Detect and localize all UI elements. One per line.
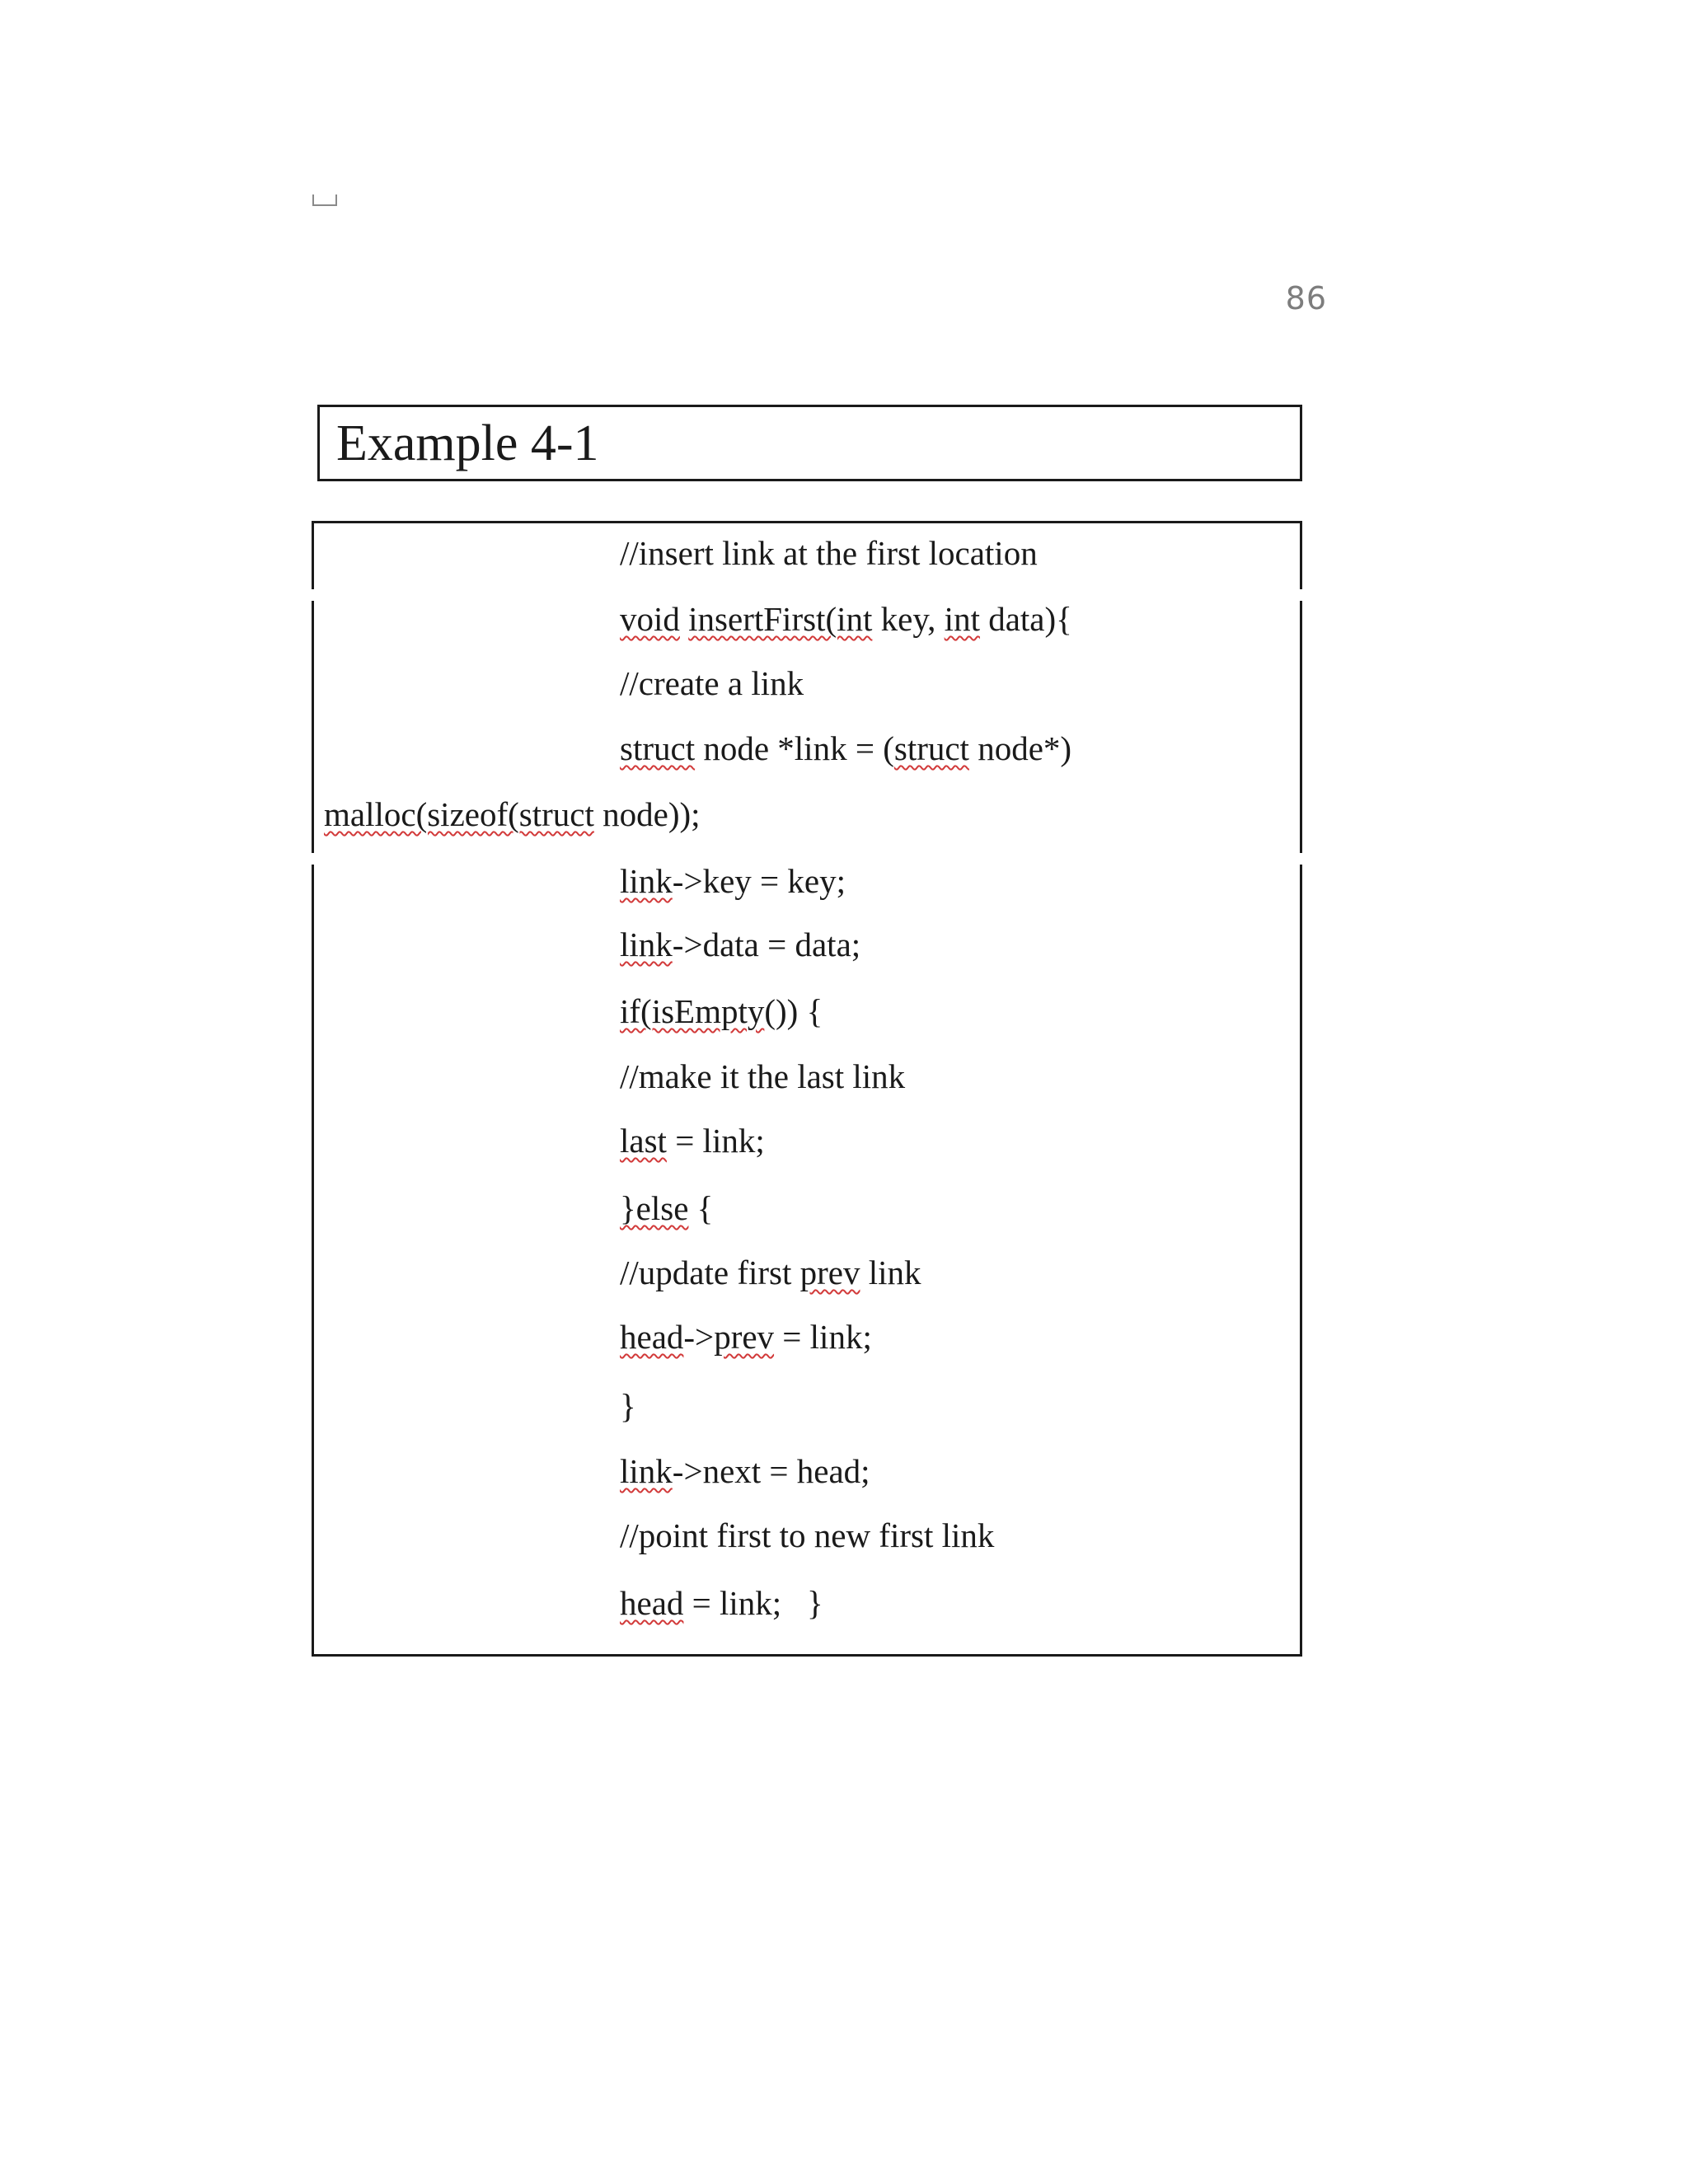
spellcheck-flagged-token: head — [620, 1584, 684, 1622]
code-token: = link; — [666, 1122, 765, 1160]
code-token: ->key = key; — [672, 862, 846, 900]
code-line — [620, 1251, 921, 1294]
code-token: link — [860, 1254, 921, 1291]
code-token: node*) — [968, 729, 1072, 767]
code-line — [620, 860, 846, 902]
code-token: ->data = data; — [672, 926, 861, 963]
code-token: = link; — [774, 1318, 872, 1356]
code-line — [620, 598, 1072, 640]
code-line — [620, 1582, 823, 1624]
spellcheck-flagged-token: malloc(sizeof(struct — [324, 795, 594, 833]
spellcheck-flagged-token: prev — [799, 1254, 860, 1291]
code-token: -> — [683, 1318, 715, 1356]
spellcheck-flagged-token: insertFirst(int — [688, 600, 873, 638]
spellcheck-flagged-token: }else — [620, 1189, 689, 1227]
code-token: //make it the last link — [620, 1057, 906, 1095]
spellcheck-flagged-token: link — [620, 862, 673, 900]
code-line — [620, 1055, 905, 1098]
example-title-box — [317, 405, 1302, 481]
spellcheck-flagged-token: head — [620, 1318, 684, 1356]
code-line — [620, 1514, 994, 1557]
spellcheck-flagged-token: if(isEmpty — [620, 992, 765, 1030]
code-token: node)); — [593, 795, 701, 833]
code-line — [324, 793, 701, 836]
code-token: data){ — [979, 600, 1072, 638]
code-line — [620, 727, 1071, 770]
code-token — [680, 600, 688, 638]
spellcheck-flagged-token: struct — [620, 729, 696, 767]
spellcheck-flagged-token: link — [620, 1452, 673, 1490]
code-line — [620, 1385, 636, 1427]
code-line — [620, 990, 823, 1033]
code-token: //point first to new first link — [620, 1516, 995, 1554]
spellcheck-flagged-token: prev — [714, 1318, 775, 1356]
spellcheck-flagged-token: last — [620, 1122, 667, 1160]
code-token: //update first — [620, 1254, 800, 1291]
border-gap — [310, 589, 316, 601]
code-token: //create a link — [620, 664, 804, 702]
code-line — [620, 1315, 872, 1358]
code-line — [620, 1119, 765, 1162]
code-token: } — [620, 1387, 636, 1425]
code-line — [620, 662, 804, 705]
code-token: { — [688, 1189, 714, 1227]
code-line — [620, 923, 860, 966]
code-token: key, — [872, 600, 945, 638]
code-token: = link; } — [683, 1584, 823, 1622]
spellcheck-flagged-token: int — [944, 600, 980, 638]
code-token: //insert link at the first location — [620, 534, 1038, 572]
spellcheck-flagged-token: struct — [893, 729, 969, 767]
crop-mark — [312, 194, 337, 206]
spellcheck-flagged-token: void — [620, 600, 680, 638]
border-gap — [1297, 853, 1304, 865]
code-listing-box — [312, 521, 1302, 1657]
spellcheck-flagged-token: link — [620, 926, 673, 963]
code-line — [620, 1450, 870, 1493]
code-line — [620, 1187, 713, 1230]
example-title: Example 4-1 — [336, 415, 599, 471]
page-number: 86 — [1285, 280, 1327, 316]
border-gap — [310, 853, 316, 865]
code-line — [620, 532, 1038, 574]
border-gap — [1297, 589, 1304, 601]
code-token: ()) { — [764, 992, 823, 1030]
code-token: node *link = ( — [695, 729, 894, 767]
code-token: ->next = head; — [672, 1452, 870, 1490]
